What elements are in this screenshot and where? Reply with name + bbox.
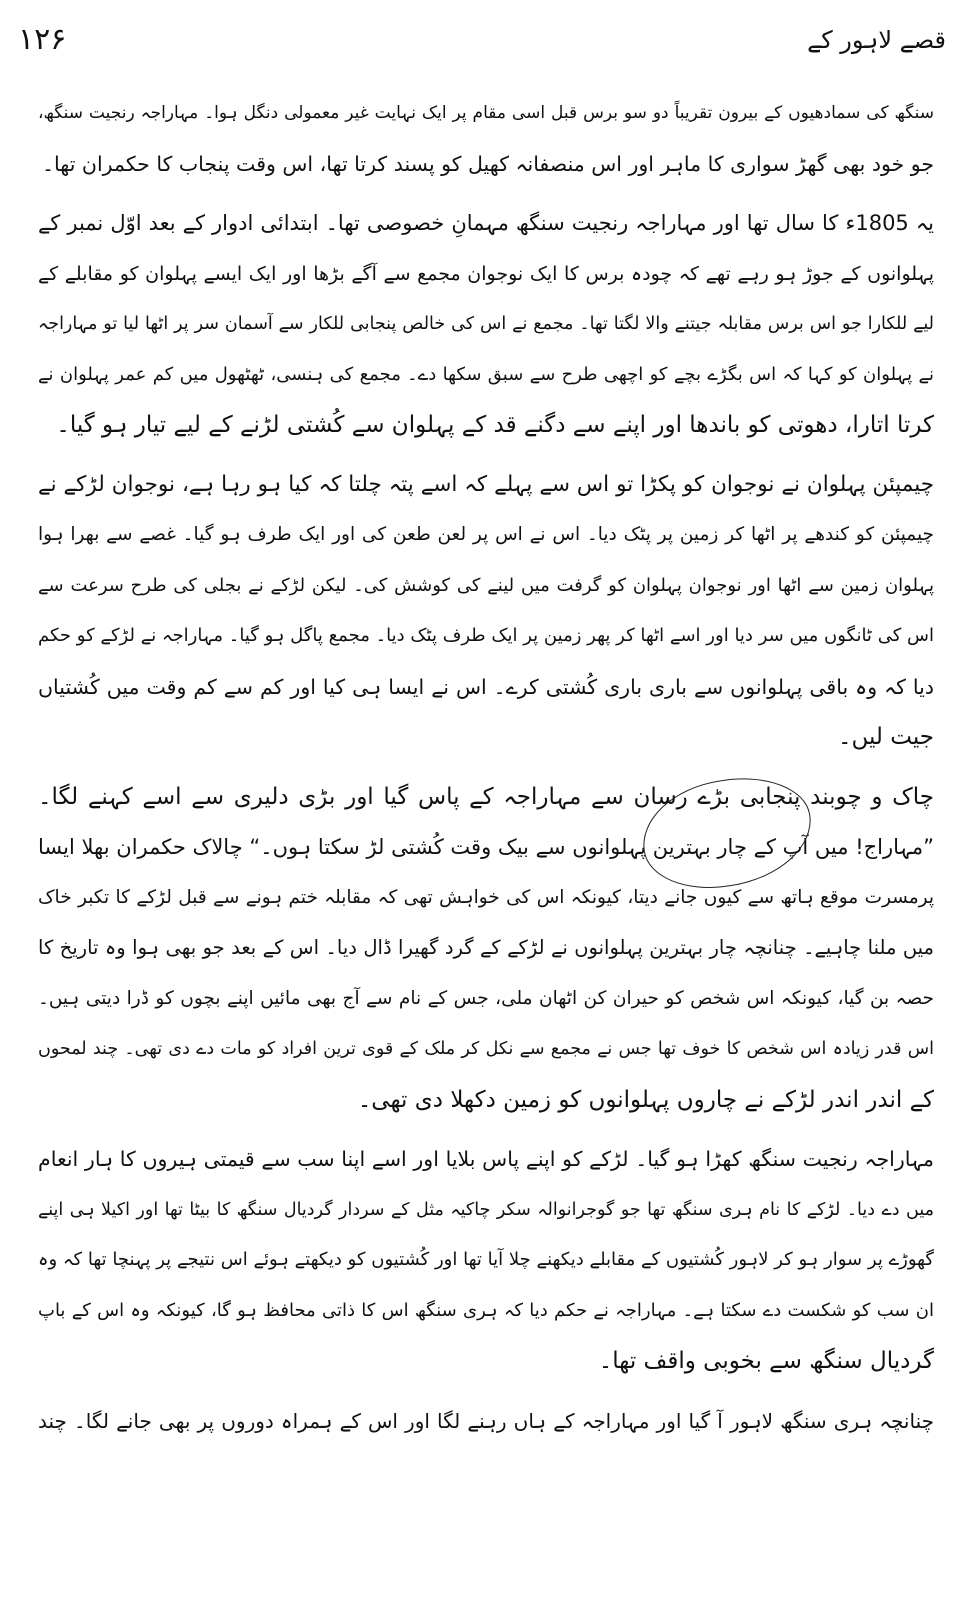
text-line: جو خود بھی گھڑ سواری کا ماہر اور اس منصفانہ کھیل کو پسند کرتا تھا، اس وقت پنجاب کا حکمران تھا۔ (42, 151, 934, 176)
text-line: پرمسرت موقع ہاتھ سے کیوں جانے دیتا، کیونکہ اس کی خواہش تھی کہ مقابلہ ختم ہونے سے قبل لڑکے کا تکبر خاک (38, 886, 934, 908)
text-line: یہ 1805ء کا سال تھا اور مہاراجہ رنجیت سنگھ مہمانِ خصوصی تھا۔ ابتدائی ادوار کے بعد اوّل نمبر کے (38, 211, 934, 235)
text-line: گھوڑے پر سوار ہو کر لاہور کُشتیوں کے مقابلے دیکھنے چلا آیا تھا اور کُشتیوں کو دیکھتے ہوئے اس نتیجے پر پہنچا تھا کہ وہ (38, 1249, 934, 1270)
text-line: دیا کہ وہ باقی پہلوانوں سے باری باری کُشتی کرے۔ اس نے ایسا ہی کیا اور کم سے کم وقت میں کُشتیاں (38, 674, 934, 699)
text-line: سنگھ کی سمادھیوں کے بیرون تقریباً دو سو برس قبل اسی مقام پر ایک نہایت غیر معمولی دنگل ہوا۔ مہاراجہ رنجیت سنگھ، (38, 103, 934, 123)
text-line: ”مہاراج! میں آپ کے چار بہترین پہلوانوں سے بیک وقت کُشتی لڑ سکتا ہوں۔“ چالاک حکمران بھلا ایسا (38, 835, 934, 859)
page-body (38, 88, 934, 1446)
text-line: مہاراجہ رنجیت سنگھ کھڑا ہو گیا۔ لڑکے کو اپنے پاس بلایا اور اسے اپنا سب سے قیمتی ہیروں کا ہار انعام (38, 1147, 934, 1171)
text-line: میں دے دیا۔ لڑکے کا نام ہری سنگھ تھا جو گوجرانوالہ سکر چاکیہ مثل کے سردار گردیال سنگھ کا بیٹا تھا اور اکیلا ہی اپنے (38, 1199, 934, 1220)
page-header (18, 14, 946, 66)
text-line: اس قدر زیادہ اس شخص کا خوف تھا جس نے مجمع سے نکل کر ملک کے قوی ترین افراد کو مات دے دی تھی۔ چند لمحوں (38, 1039, 934, 1059)
text-line: حصہ بن گیا، کیونکہ اس شخص کو حیران کن اٹھان ملی، جس کے نام سے آج بھی مائیں اپنے بچوں کو ڈرا دیتی ہیں۔ (38, 987, 934, 1009)
text-line: جیت لیں۔ (838, 724, 934, 750)
text-line: گردیال سنگھ سے بخوبی واقف تھا۔ (598, 1348, 934, 1374)
running-title: قصے لاہور کے (807, 26, 946, 54)
text-line: ان سب کو شکست دے سکتا ہے۔ مہاراجہ نے حکم دیا کہ ہری سنگھ اس کا ذاتی محافظ ہو گا، کیونکہ وہ اس کے باپ (38, 1299, 934, 1321)
text-line: پہلوانوں کے جوڑ ہو رہے تھے کہ چودہ برس کا ایک نوجوان مجمع سے آگے بڑھا اور ایک ایسے پہلوان کو مقابلے کے (38, 262, 934, 285)
text-line: لیے للکارا جو اس برس مقابلہ جیتنے والا لگتا تھا۔ مجمع نے اس کی خالص پنجابی للکار سے آسمان سر پر اٹھا لیا تو مہاراجہ (38, 314, 934, 334)
text-line: نے پہلوان کو کہا کہ اس بگڑے بچے کو اچھی طرح سے سبق سکھا دے۔ مجمع کی ہنسی، ٹھٹھول میں کم عمر پہلوان نے (38, 363, 934, 385)
text-line: چنانچہ ہری سنگھ لاہور آ گیا اور مہاراجہ کے ہاں رہنے لگا اور اس کے ہمراہ دوروں پر بھی جانے لگا۔ چند (38, 1408, 934, 1433)
text-line: کے اندر اندر لڑکے نے چاروں پہلوانوں کو زمین دکھلا دی تھی۔ (357, 1086, 934, 1113)
page-number: ۱۲۶ (18, 22, 67, 57)
text-line: چیمپئن کو کندھے پر اٹھا کر زمین پر پٹک دیا۔ اس نے اس پر لعن طعن کی اور ایک طرف ہو گیا۔ غصے سے بھرا ہوا (38, 524, 934, 545)
text-line: کرتا اتارا، دھوتی کو باندھا اور اپنے سے دگنے قد کے پہلوان سے کُشتی لڑنے کے لیے تیار ہو گیا۔ (56, 412, 934, 438)
text-line: اس کی ٹانگوں میں سر دیا اور اسے اٹھا کر پھر زمین پر ایک طرف پٹک دیا۔ مجمع پاگل ہو گیا۔ مہاراجہ نے لڑکے کو حکم (38, 625, 934, 646)
text-line: چیمپئن پہلوان نے نوجوان کو پکڑا تو اس سے پہلے کہ اسے پتہ چلتا کہ کیا ہو رہا ہے، نوجوان لڑکے نے (38, 471, 934, 497)
text-line: چاک و چوبند پنجابی بڑے رسان سے مہاراجہ کے پاس گیا اور بڑی دلیری سے اسے کہنے لگا۔ (38, 783, 934, 810)
text-line: میں ملنا چاہیے۔ چنانچہ چار بہترین پہلوانوں نے لڑکے کے گرد گھیرا ڈال دیا۔ اس کے بعد جو بھی ہوا وہ تاریخ کا (38, 936, 934, 959)
text-line: پہلوان زمین سے اٹھا اور نوجوان پہلوان کو گرفت میں لینے کی کوشش کی۔ لیکن لڑکے نے بجلی کی طرح سرعت سے (38, 574, 934, 596)
